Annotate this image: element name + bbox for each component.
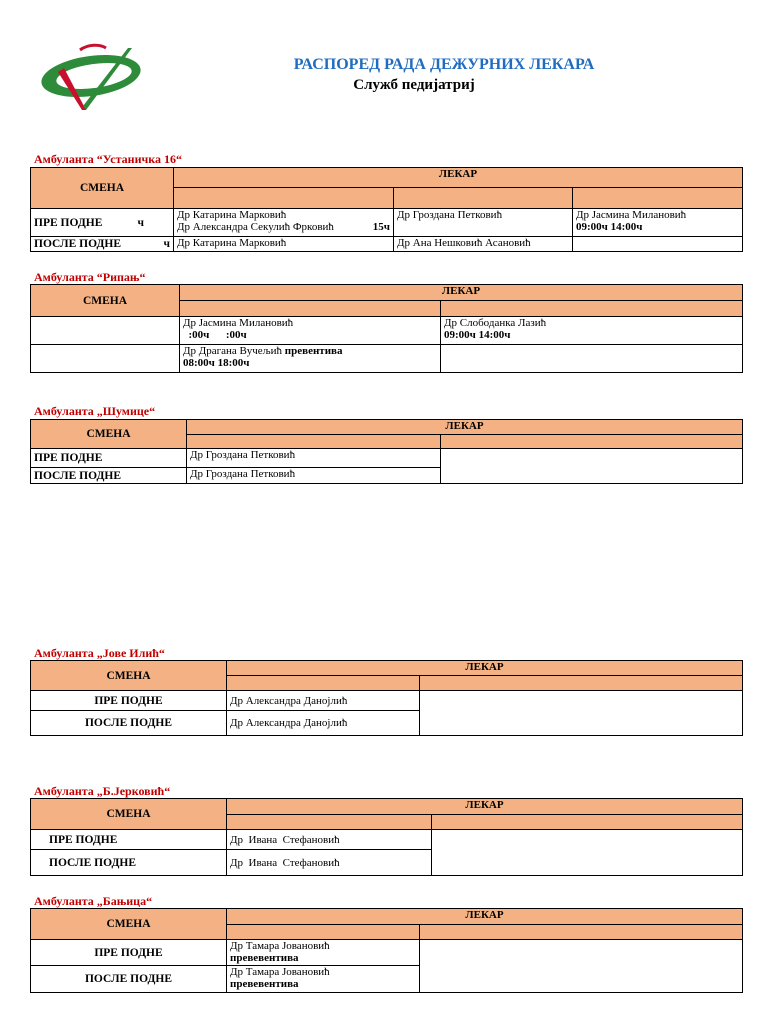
doctor-cell: Др Гроздана Петковић [187,449,441,468]
smena-header: СМЕНА [31,168,174,209]
doctor-cell: Др Катарина Марковић Др Александра Секулић Фрковић 15ч [174,209,394,237]
shift-cell: ПОСЛЕ ПОДНЕ [31,468,187,484]
smena-header: СМЕНА [31,420,187,449]
table-row [31,940,743,966]
schedule-table-ustanicka [30,167,743,252]
doctor-cell: Др Јасмина Милановић :00ч :00ч [180,317,441,345]
section-title-jerkovic: Амбуланта „Б.Јерковић“ [34,784,171,798]
table-row [31,209,743,237]
doctor-cell: Др Драгана Вучељић превентива 08:00ч 18:00ч [180,345,441,373]
table-row [31,317,743,345]
doctor-cell [573,237,743,252]
schedule-table-banjica [30,908,743,993]
lekar-header: ЛЕКАР [227,799,743,815]
smena-header: СМЕНА [31,799,227,830]
doctor-cell: Др Гроздана Петковић [187,468,441,484]
schedule-table-sumice [30,419,743,484]
document-subtitle: Служб педијатриј [353,77,475,93]
shift-cell: ПОСЛЕ ПОДНЕ [31,711,227,736]
lekar-header: ЛЕКАР [180,285,743,301]
table-row [31,449,743,468]
table-row [31,345,743,373]
shift-cell: ПОСЛЕ ПОДНЕ [31,850,227,876]
lekar-header: ЛЕКАР [227,661,743,676]
section-title-ripanj: Амбуланта “Рипањ“ [34,270,146,284]
doctor-cell: Др Ивана Стефановић [227,850,432,876]
doctor-cell: Др Слободанка Лазић 09:00ч 14:00ч [441,317,743,345]
shift-cell: ПОСЛЕ ПОДНЕ ч [31,237,174,252]
shift-cell: ПРЕ ПОДНЕ [31,830,227,850]
schedule-table-jove-ilic [30,660,743,736]
section-title-banjica: Амбуланта „Бањица“ [34,894,153,908]
shift-cell [31,345,180,373]
lekar-header: ЛЕКАР [227,909,743,925]
lekar-header: ЛЕКАР [187,420,743,435]
schedule-table-jerkovic [30,798,743,876]
smena-header: СМЕНА [31,285,180,317]
section-title-jove-ilic: Амбуланта „Јове Илић“ [34,646,165,660]
shift-cell: ПОСЛЕ ПОДНЕ [31,966,227,993]
shift-cell: ПРЕ ПОДНЕ [31,449,187,468]
lekar-header: ЛЕКАР [174,168,743,188]
table-row [31,691,743,711]
doctor-cell: Др Ивана Стефановић [227,830,432,850]
doctor-cell: Др Тамара Јовановић превевентива [227,966,420,993]
smena-header: СМЕНА [31,661,227,691]
doctor-cell: Др Катарина Марковић [174,237,394,252]
doctor-cell: Др Тамара Јовановић превевентива [227,940,420,966]
table-row [31,830,743,850]
doctor-cell: Др Александра Данојлић [227,691,420,711]
section-title-ustanicka: Амбуланта “Устаничка 16“ [34,152,182,166]
smena-header: СМЕНА [31,909,227,940]
document-title: РАСПОРЕД РАДА ДЕЖУРНИХ ЛЕКАРА [293,56,595,73]
doctor-cell: Др Александра Данојлић [227,711,420,736]
shift-cell: ПРЕ ПОДНЕ [31,691,227,711]
shift-cell: ПРЕ ПОДНЕ ч [31,209,174,237]
doctor-cell: Др Гроздана Петковић [394,209,573,237]
shift-cell [31,317,180,345]
doctor-cell: Др Ана Нешковић Асановић [394,237,573,252]
doctor-cell: Др Јасмина Милановић 09:00ч 14:00ч [573,209,743,237]
section-title-sumice: Амбуланта „Шумице“ [34,404,156,418]
doctor-cell [441,345,743,373]
shift-cell: ПРЕ ПОДНЕ [31,940,227,966]
schedule-table-ripanj [30,284,743,373]
table-row [31,237,743,252]
